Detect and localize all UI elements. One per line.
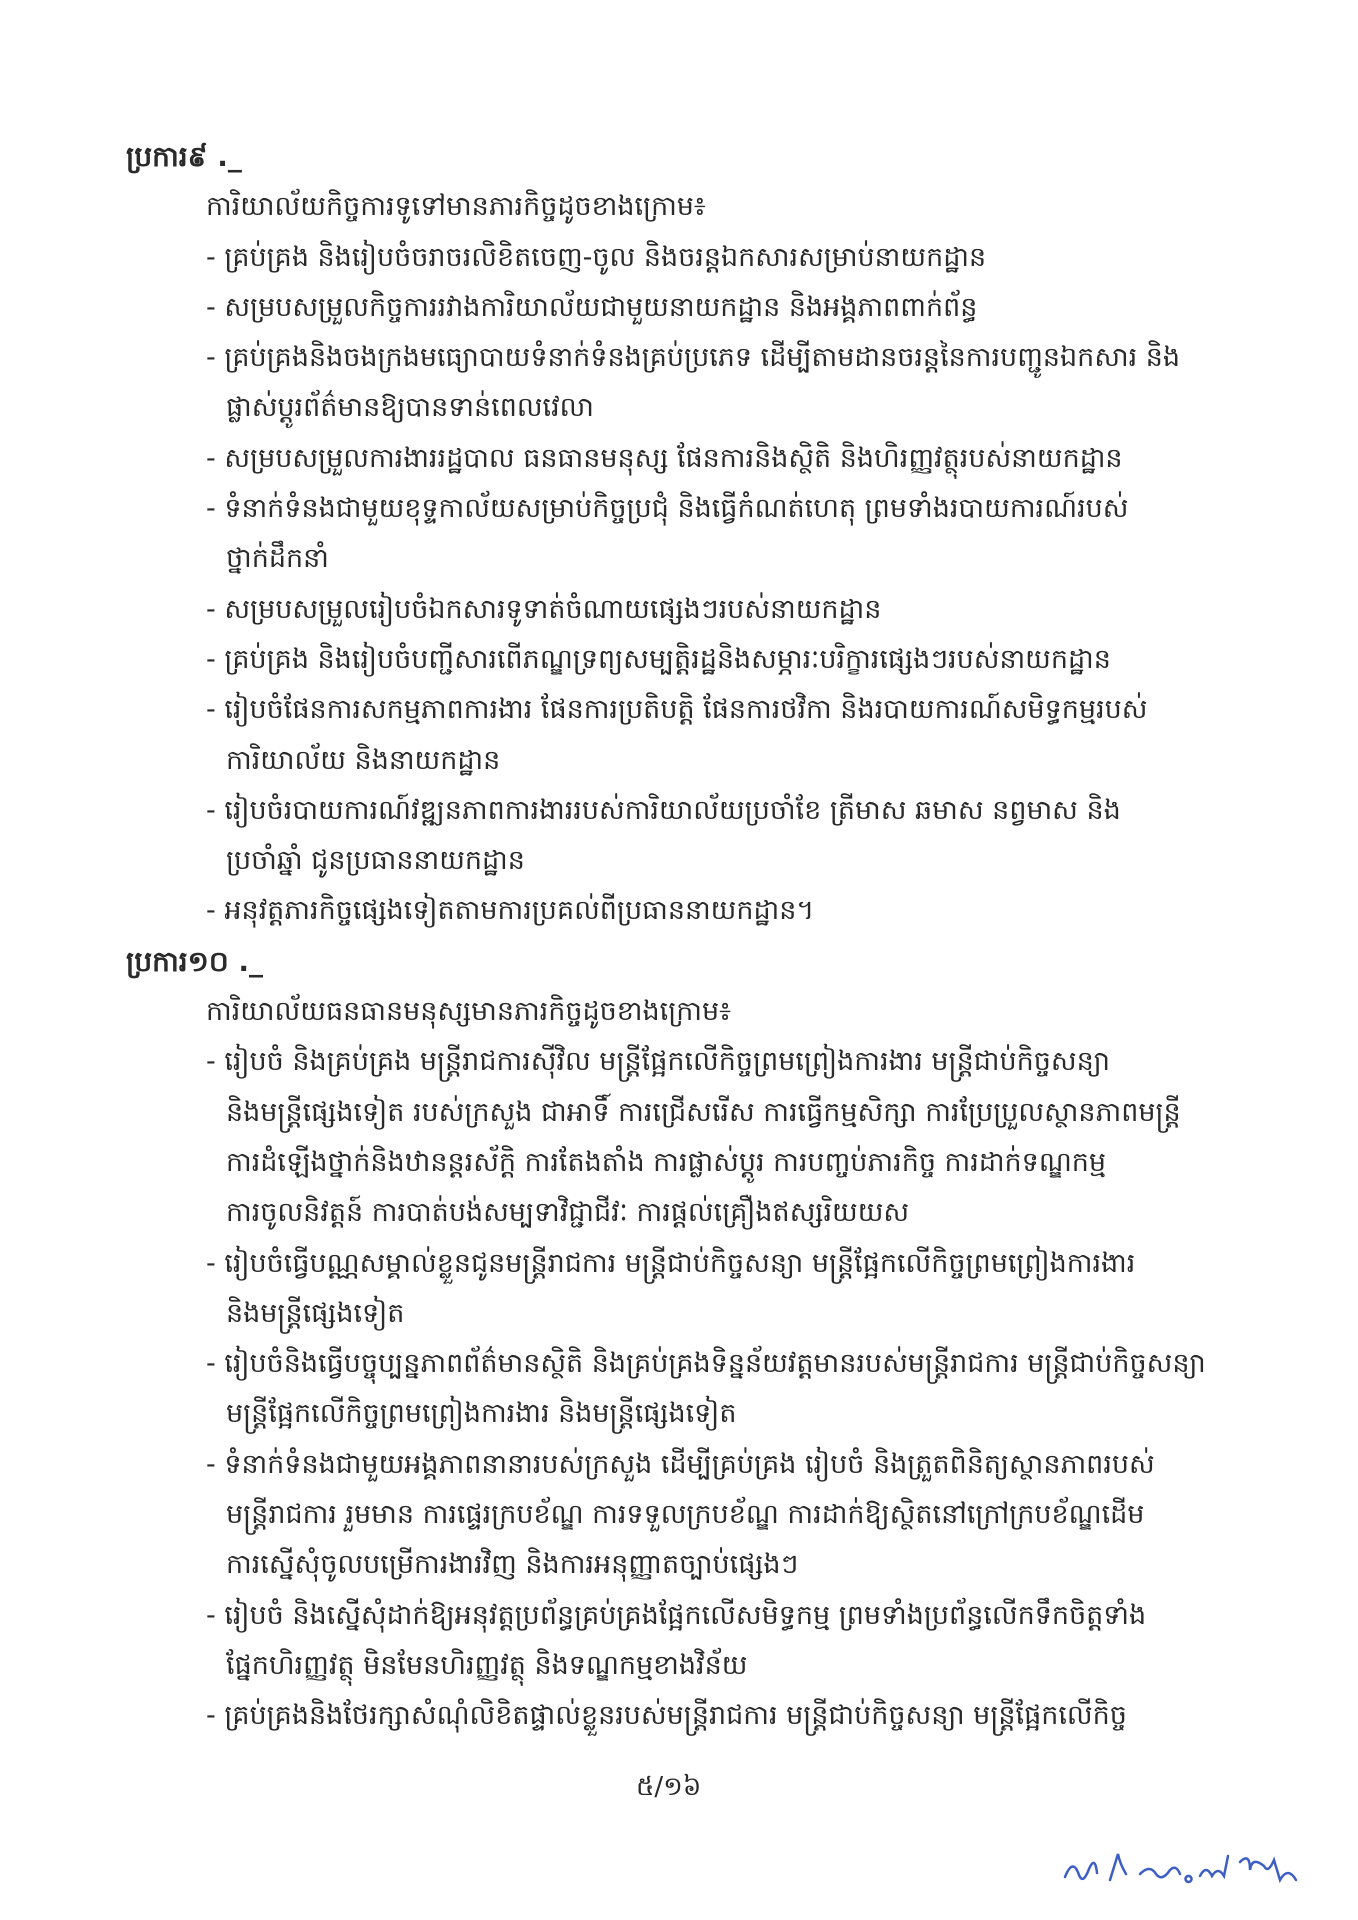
duty-line: - សម្របសម្រួលការងាររដ្ឋបាល ធនធានមនុស្ស ផែនការនិងស្ថិតិ និងហិរញ្ញវត្ថុរបស់នាយកដ្ឋាន (206, 442, 1123, 474)
duty-line: - រៀបចំរបាយការណ៍វឌ្ឍនភាពការងាររបស់ការិយាល័យប្រចាំខែ ត្រីមាស ឆមាស នព្វមាស និង (206, 794, 1121, 826)
duty-line: - រៀបចំផែនការសកម្មភាពការងារ ផែនការប្រតិបត្តិ ផែនការថវិកា និងរបាយការណ៍សមិទ្ធកម្មរបស់ (206, 694, 1148, 726)
duty-continuation-line: ផ្នែកហិរញ្ញវត្ថុ មិនមែនហិរញ្ញវត្ថុ និងទណ្ឌកម្មខាងវិន័យ (226, 1649, 748, 1681)
page-number: ៥/១៦ (636, 1772, 702, 1802)
duty-continuation-line: ការដំឡើងថ្នាក់និងឋានន្តរស័ក្តិ ការតែងតាំង ការផ្លាស់ប្តូរ ការបញ្ចប់ភារកិច្ច ការដាក់ទណ្ឌកម្ម (226, 1146, 1107, 1178)
duty-list-item (126, 635, 1246, 685)
duty-continuation-line: ផ្លាស់ប្តូរព័ត៌មានឱ្យបានទាន់ពេលវេលា (226, 392, 594, 424)
duty-list-item (126, 685, 1246, 786)
handwritten-signature (1060, 1842, 1310, 1899)
duty-list-item (126, 1037, 1246, 1238)
duty-continuation-line: មន្ត្រីផ្អែកលើកិច្ចព្រមព្រៀងការងារ និងមន្ត្រីផ្សេងទៀត (226, 1398, 737, 1430)
duty-continuation-line: ប្រចាំឆ្នាំ ជូនប្រធាននាយកដ្ឋាន (226, 845, 525, 877)
duty-line: - គ្រប់គ្រងនិងថែរក្សាសំណុំលិខិតផ្ទាល់ខ្លួនរបស់មន្ត្រីរាជការ មន្ត្រីជាប់កិច្ចសន្យា មន្ត្រីផ្អែកលើកិច្ច (206, 1700, 1127, 1732)
duty-line: - អនុវត្តភារកិច្ចផ្សេងទៀតតាមការប្រគល់ពីប្រធាននាយកដ្ឋាន។ (206, 895, 815, 927)
duty-line: - ទំនាក់ទំនងជាមួយអង្គភាពនានារបស់ក្រសួង ដើម្បីគ្រប់គ្រង រៀបចំ និងត្រួតពិនិត្យស្ថានភាពរបស់ (206, 1448, 1155, 1480)
duty-line: - រៀបចំ និងស្នើសុំដាក់ឱ្យអនុវត្តប្រព័ន្ធគ្រប់គ្រងផ្អែកលើសមិទ្ធកម្ម ព្រមទាំងប្រព័ន្ធលើកទឹកចិត្តទាំង (206, 1599, 1147, 1631)
duty-list-item (126, 434, 1246, 484)
duty-continuation-line: ថ្នាក់ដឹកនាំ (226, 543, 329, 575)
duty-line: - រៀបចំ និងគ្រប់គ្រង មន្ត្រីរាជការស៊ីវិល មន្ត្រីផ្អែកលើកិច្ចព្រមព្រៀងការងារ មន្ត្រីជាប់កិច្ចសន្យា (206, 1046, 1110, 1078)
duty-list-item (126, 1239, 1246, 1340)
duty-list-item (126, 1440, 1246, 1591)
duty-list-item (126, 233, 1246, 283)
article-intro: ការិយាល័យធនធានមនុស្សមានភារកិច្ចដូចខាងក្រោម៖ (206, 996, 731, 1028)
duty-list-item (126, 1591, 1246, 1692)
duty-list-item (126, 1691, 1246, 1741)
duty-line: - សម្របសម្រួលកិច្ចការរវាងការិយាល័យជាមួយនាយកដ្ឋាន និងអង្គភាពពាក់ព័ន្ធ (206, 291, 978, 323)
duty-list-item (126, 585, 1246, 635)
duty-line: - គ្រប់គ្រង និងរៀបចំចរាចរលិខិតចេញ-ចូល និងចរន្តឯកសារសម្រាប់នាយកដ្ឋាន (206, 241, 987, 273)
article-heading: ប្រការ១០ ._ (126, 944, 264, 978)
article-intro: ការិយាល័យកិច្ចការទូទៅមានភារកិច្ចដូចខាងក្រោម៖ (206, 191, 706, 223)
signature-scribble (1060, 1842, 1310, 1892)
duty-line: - រៀបចំធ្វើបណ្ណសម្គាល់ខ្លួនជូនមន្ត្រីរាជការ មន្ត្រីជាប់កិច្ចសន្យា មន្ត្រីផ្អែកលើកិច្ចព្រមព្រៀងការងារ (206, 1247, 1136, 1279)
duty-continuation-line: និងមន្ត្រីផ្សេងទៀត របស់ក្រសួង ជាអាទិ៍ ការជ្រើសរើស ការធ្វើកម្មសិក្សា ការប្រែប្រួលស្ថានភាពមន្ត្រី (226, 1096, 1181, 1128)
duty-continuation-line: និងមន្ត្រីផ្សេងទៀត (226, 1297, 405, 1329)
duty-continuation-line: មន្ត្រីរាជការ រួមមាន ការផ្ទេរក្របខ័ណ្ឌ ការទទួលក្របខ័ណ្ឌ ការដាក់ឱ្យស្ថិតនៅក្រៅក្របខ័ណ្ឌដើម (226, 1499, 1145, 1531)
duty-list-item (126, 786, 1246, 887)
duty-continuation-line: ការស្នើសុំចូលបម្រើការងារវិញ និងការអនុញ្ញាតច្បាប់ផ្សេងៗ (226, 1549, 799, 1581)
duty-line: - សម្របសម្រួលរៀបចំឯកសារទូទាត់ចំណាយផ្សេងៗរបស់នាយកដ្ឋាន (206, 593, 882, 625)
duty-line: - រៀបចំនិងធ្វើបច្ចុប្បន្នភាពព័ត៌មានស្ថិតិ និងគ្រប់គ្រងទិន្នន័យវត្តមានរបស់មន្ត្រីរាជការ មន្ត្រីជាប់កិច្ចសន្យា (206, 1348, 1206, 1380)
duty-continuation-line: ការចូលនិវត្តន៍ ការបាត់បង់សម្បទាវិជ្ជាជីវៈ ការផ្តល់គ្រឿងឥស្សរិយយស (226, 1197, 910, 1229)
duty-list-item (126, 333, 1246, 434)
duty-line: - គ្រប់គ្រងនិងចងក្រងមធ្យោបាយទំនាក់ទំនងគ្រប់ប្រភេទ ដើម្បីតាមដានចរន្តនៃការបញ្ជូនឯកសារ និង (206, 342, 1181, 374)
duty-list-item (126, 886, 1246, 936)
duty-list-item (126, 1339, 1246, 1440)
duty-line: - ទំនាក់ទំនងជាមួយខុទ្ទកាល័យសម្រាប់កិច្ចប្រជុំ និងធ្វើកំណត់ហេតុ ព្រមទាំងរបាយការណ៍របស់ (206, 493, 1129, 525)
document-body (126, 132, 1246, 1742)
duty-list-item (126, 283, 1246, 333)
duty-list-item (126, 484, 1246, 585)
article-heading: ប្រការ៩ ._ (126, 140, 242, 173)
duty-line: - គ្រប់គ្រង និងរៀបចំបញ្ជីសារពើភណ្ឌទ្រព្យសម្បត្តិរដ្ឋនិងសម្ភារៈបរិក្ខារផ្សេងៗរបស់នាយកដ្ឋាន (206, 643, 1111, 675)
duty-continuation-line: ការិយាល័យ និងនាយកដ្ឋាន (226, 744, 501, 776)
